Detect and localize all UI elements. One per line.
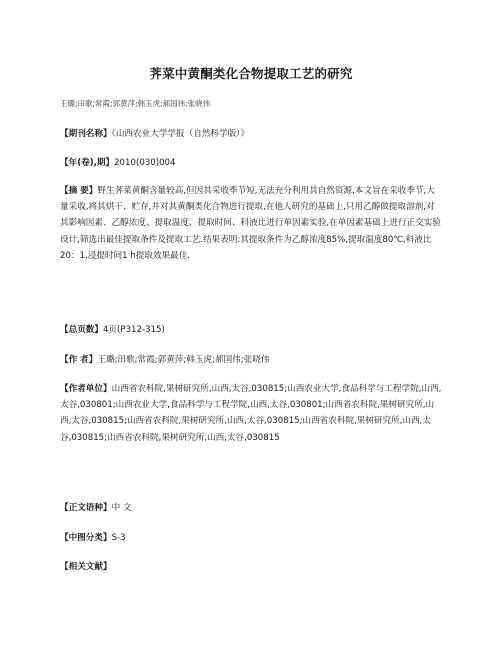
journal-value: 《山西农业大学学报（自然科学版）》 (111, 129, 250, 139)
classification-field (60, 530, 442, 546)
classification-value: S-3 (111, 533, 126, 543)
year-issue-label: 【年(卷),期】 (60, 158, 115, 168)
year-issue-value: 2010(030)004 (114, 158, 176, 168)
affiliations-value: 山西省农科院,果树研究所,山西,太谷,030815;山西农业大学,食品科学与工程学院,山西,太谷,030801;山西农业大学,食品科学与工程学院,山西,太谷,030801;山西省农科院,果树研究所,山西,太谷,030815;山西省农科院,果树研究所,山西,太谷,030815;山西省农科院,果树研究所,山西,太谷,030815;山西省农科院,果树研究所,山西,太谷,030815 (60, 384, 442, 443)
page-count-field (60, 322, 442, 338)
abstract-label: 【摘 要】 (60, 186, 98, 196)
journal-label: 【期刊名称】 (60, 129, 112, 139)
paper-title: 荠菜中黄酮类化合物提取工艺的研究 (149, 66, 353, 81)
affiliations-label: 【作者单位】 (60, 384, 112, 394)
authors-label: 【作 者】 (60, 355, 98, 365)
classification-label: 【中图分类】 (60, 533, 112, 543)
journal-field (60, 126, 442, 142)
related-literature-label: 【相关文献】 (60, 562, 112, 572)
affiliations-field (60, 381, 442, 446)
abstract-field (60, 183, 442, 264)
authors-field (60, 352, 442, 368)
authors-value: 王璐;田歌;常霞;郭黄萍;韩玉虎;郝国伟;张晓伟 (97, 355, 270, 365)
year-issue-field (60, 155, 442, 171)
language-field (60, 500, 442, 516)
page-count-label: 【总页数】 (60, 325, 103, 335)
related-literature-field (60, 559, 442, 575)
page-count-value: 4页(P312-315) (102, 325, 165, 335)
language-label: 【正文语种】 (60, 503, 112, 513)
language-value: 中 文 (111, 503, 132, 513)
author-list: 王璐;田歌;常霞;郭黄萍;韩玉虎;郝国伟;张晓伟 (60, 99, 211, 108)
abstract-value: 野生荠菜黄酮含量较高,但因其采收季节短,无法充分利用其自然资源,本文旨在采收季节,大量采收,将其烘干、贮存,并对其黄酮类化合物进行提取,在他人研究的基础上,只用乙醇做提取溶剂,对其影响因素、乙醇浓度、提取温度、提取时间、料液比进行单因素实验,在单因素基础上进行正交实验设计,筛选出最佳提取条件及提取工艺.结果表明:其提取条件为乙醇浓度85%,提取温度80℃,料液比20：1,浸提时间1 h提取效果最佳. (60, 186, 441, 261)
